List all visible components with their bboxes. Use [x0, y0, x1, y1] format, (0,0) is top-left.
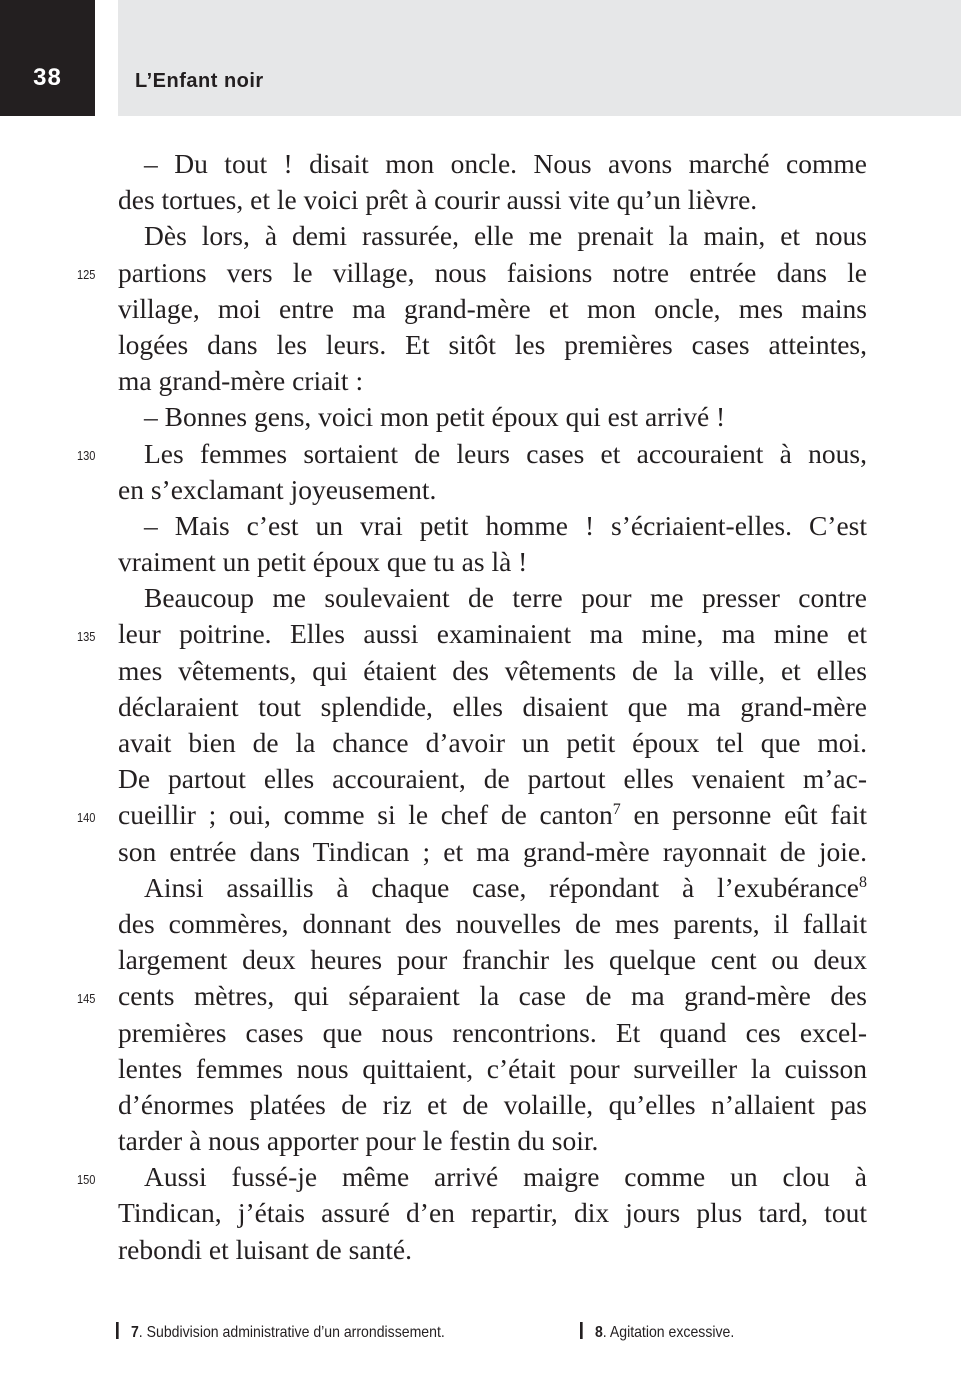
page-number: 38	[33, 64, 62, 91]
footnote-bar	[580, 1322, 583, 1339]
text-segment: en personne eût fait	[620, 799, 867, 831]
footnote-8	[580, 1322, 734, 1342]
text-line	[118, 870, 867, 906]
footnote-ref-8[interactable]: 8	[859, 873, 867, 891]
text-line: Beaucoup me soulevaient de terre pour me presser contre	[144, 582, 867, 614]
line-number: 125	[77, 267, 96, 282]
running-header	[118, 0, 961, 116]
line-number: 135	[77, 629, 96, 644]
text-line: Les femmes sortaient de leurs cases et accouraient à nous,	[144, 437, 867, 469]
text-line	[118, 797, 867, 833]
footnote-bar	[116, 1322, 119, 1339]
text-line: son entrée dans Tindican ; et ma grand-mère rayonnait de joie.	[118, 835, 867, 867]
text-line: des commères, donnant des nouvelles de mes parents, il fallait	[118, 907, 867, 939]
footnotes	[116, 1322, 735, 1342]
text-line: – Bonnes gens, voici mon petit époux qui est arrivé !	[144, 401, 726, 433]
text-line: – Mais c’est un vrai petit homme ! s’écriaient-elles. C’est	[144, 509, 867, 541]
running-title: L’Enfant noir	[135, 70, 264, 92]
text-line: d’énormes platées de riz et de volaille, qu’elles n’allaient pas	[118, 1088, 867, 1120]
text-segment: Ainsi assaillis à chaque case, répondant à l’exubérance	[144, 871, 859, 903]
text-line: tarder à nous apporter pour le festin du soir.	[118, 1125, 599, 1157]
text-line: leur poitrine. Elles aussi examinaient ma mine, ma mine et	[118, 618, 867, 650]
text-line: Dès lors, à demi rassurée, elle me prenait la main, et nous	[144, 220, 867, 252]
page-number-block	[0, 0, 95, 116]
line-number: 140	[77, 810, 96, 825]
footnote-text: . Agitation excessive.	[602, 1324, 735, 1341]
text-line: largement deux heures pour franchir les quelque cent ou deux	[118, 944, 867, 976]
footnote-7	[116, 1322, 445, 1342]
text-segment: cueillir ; oui, comme si le chef de canton	[118, 799, 613, 831]
text-line: ma grand-mère criait :	[118, 365, 364, 397]
text-line: cents mètres, qui séparaient la case de ma grand-mère des	[118, 980, 867, 1012]
text-line: Tindican, j’étais assuré d’en repartir, dix jours plus tard, tout	[118, 1197, 867, 1229]
text-line: lentes femmes nous quittaient, c’était pour surveiller la cuisson	[118, 1052, 867, 1084]
footnote-number: 8	[594, 1324, 603, 1341]
text-line: avait bien de la chance d’avoir un petit époux tel que moi.	[118, 727, 867, 758]
text-line: vraiment un petit époux que tu as là !	[118, 546, 528, 578]
footnote-ref-7[interactable]: 7	[612, 801, 621, 819]
text-line: – Du tout ! disait mon oncle. Nous avons marché comme	[144, 148, 867, 179]
text-line: partions vers le village, nous faisions notre entrée dans le	[118, 256, 867, 288]
text-line: en s’exclamant joyeusement.	[118, 473, 437, 505]
text-line: mes vêtements, qui étaient des vêtements de la ville, et elles	[118, 654, 867, 686]
body-text	[118, 146, 867, 1268]
text-line: des tortues, et le voici prêt à courir aussi vite qu’un lièvre.	[118, 184, 758, 216]
footnote-text: . Subdivision administrative d’un arrondissement.	[138, 1324, 445, 1341]
line-number: 130	[77, 448, 96, 463]
line-number: 150	[77, 1172, 96, 1187]
text-line: rebondi et luisant de santé.	[118, 1233, 413, 1265]
text-line: logées dans les leurs. Et sitôt les premières cases atteintes,	[118, 328, 867, 360]
text-line: village, moi entre ma grand-mère et mon oncle, mes mains	[118, 292, 867, 324]
line-number: 145	[77, 991, 96, 1006]
text-line: premières cases que nous rencontrions. Et quand ces excel-	[118, 1016, 867, 1048]
text-line: De partout elles accouraient, de partout elles venaient m’ac-	[118, 763, 867, 795]
footnote-number: 7	[130, 1324, 139, 1341]
text-line: déclaraient tout splendide, elles disaient que ma grand-mère	[118, 690, 867, 722]
text-line: Aussi fussé-je même arrivé maigre comme un clou à	[144, 1161, 867, 1193]
